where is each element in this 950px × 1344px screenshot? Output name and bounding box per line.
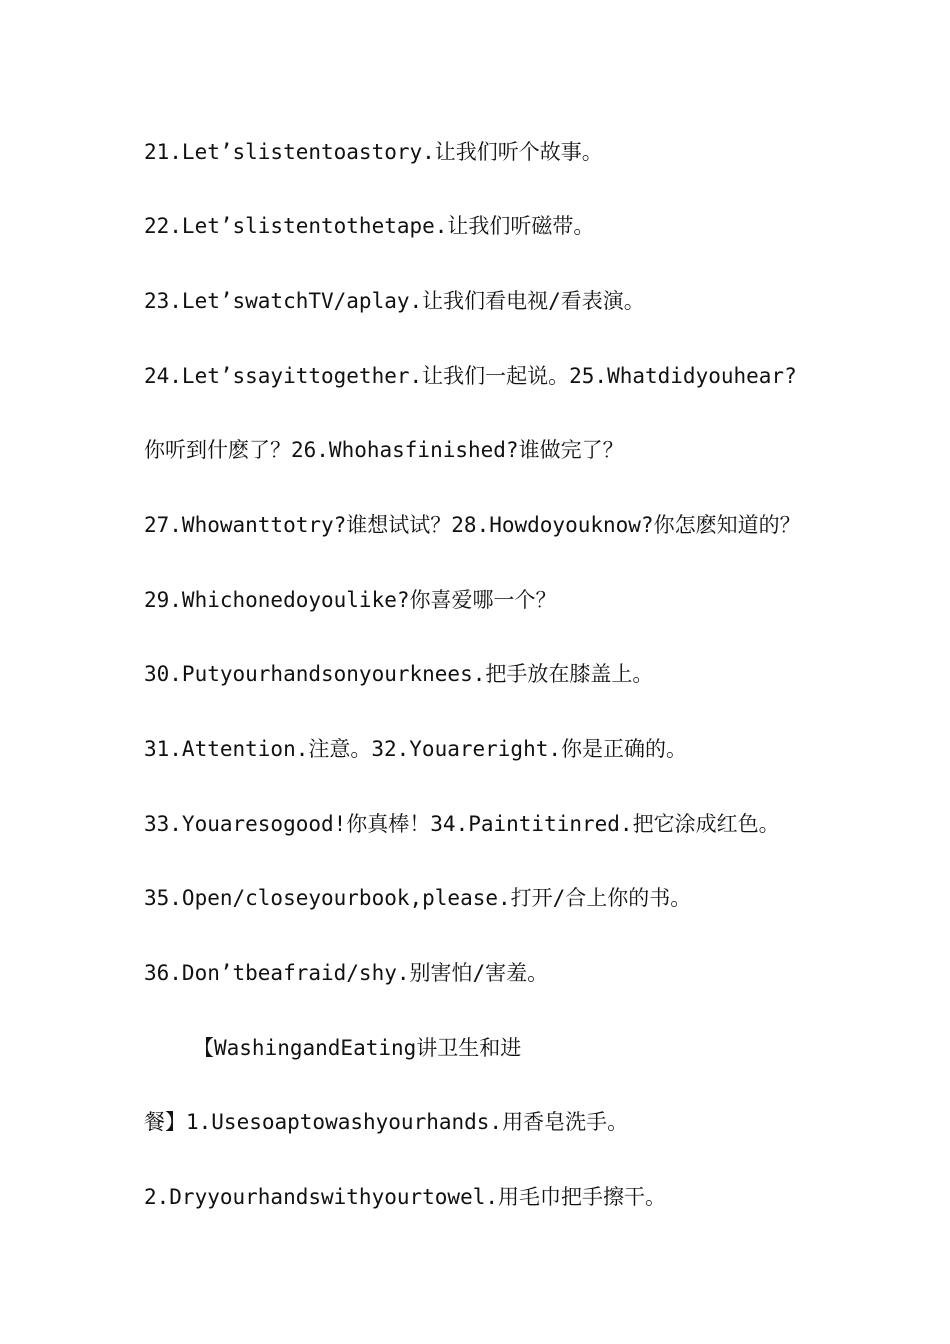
text-line-29: 29.Whichonedoyoulike?你喜爱哪一个？ xyxy=(144,588,557,612)
text-line-27-28: 27.Whowanttotry?谁想试试？28.Howdoyouknow?你怎麽知道的？ xyxy=(144,513,801,537)
text-line-31-32: 31.Attention.注意。32.Youareright.你是正确的。 xyxy=(144,737,688,761)
text-line-21: 21.Let’slistentoastory.让我们听个故事。 xyxy=(144,140,603,164)
text-line-24-25: 24.Let’ssayittogether.让我们一起说。25.Whatdidyouhear? xyxy=(144,364,797,388)
text-line-section-1: 餐】1.Usesoaptowashyourhands.用香皂洗手。 xyxy=(144,1110,629,1134)
section-heading: 【WashingandEating讲卫生和进 xyxy=(193,1036,522,1060)
text-line-33-34: 33.Youaresogood!你真棒！34.Paintitinred.把它涂成红色。 xyxy=(144,812,780,836)
text-line-23: 23.Let’swatchTV/aplay.让我们看电视/看表演。 xyxy=(144,289,645,313)
text-line-35: 35.Open/closeyourbook,please.打开/合上你的书。 xyxy=(144,886,692,910)
text-line-22: 22.Let’slistentothetape.让我们听磁带。 xyxy=(144,214,595,238)
text-line-36: 36.Don’tbeafraid/shy.别害怕/害羞。 xyxy=(144,961,549,985)
text-line-25-26: 你听到什麽了？26.Whohasfinished?谁做完了？ xyxy=(144,438,624,462)
text-line-30: 30.Putyourhandsonyourknees.把手放在膝盖上。 xyxy=(144,662,654,686)
text-line-section-2: 2.Dryyourhandswithyourtowel.用毛巾把手擦干。 xyxy=(144,1185,667,1209)
